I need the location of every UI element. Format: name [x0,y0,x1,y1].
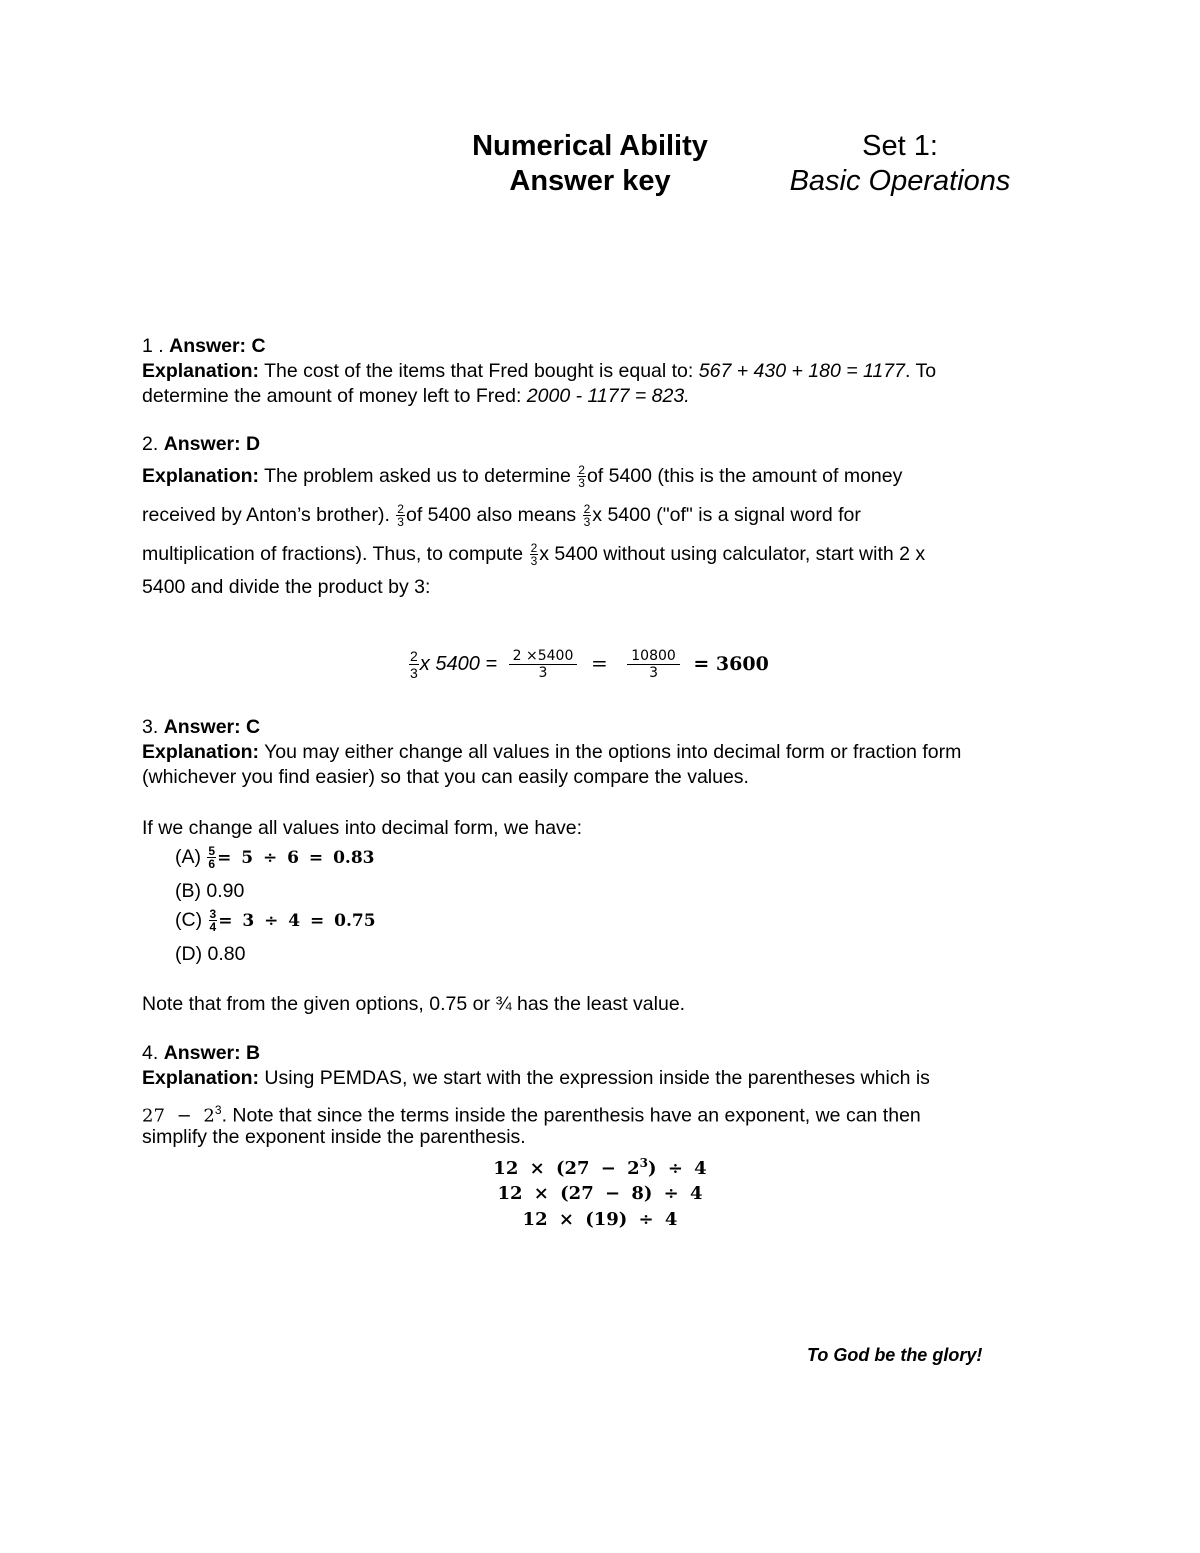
set-topic: Basic Operations [789,165,1011,197]
q2-explanation-line-4: 5400 and divide the product by 3: [142,576,431,598]
q2-number: 2. [142,433,164,455]
q2-explanation-line-3: multiplication of fractions). Thus, to compute $\frac{2}{3}$ x 5400 without using calculator, start with 2 x [142,541,926,569]
q3-option-d: (D) 0.80 [175,943,246,965]
q4-answer: Answer: B [163,1042,261,1064]
q3-answer: Answer: C [163,716,261,738]
q3-option-b: (B) 0.90 [175,880,245,902]
q1-equation-change: 2000 - 1177 = 823. [526,385,690,407]
q2-equation [408,648,769,681]
q1-equation-cost: 567 + 430 + 180 = 1177 [698,360,905,382]
fraction-two-thirds: $\frac{2}{3}$ [397,502,404,530]
q3-answer-line [142,715,961,740]
question-1 [142,334,936,409]
eq-fraction-product: $\frac{2 \times 5400}{3}$ [509,648,578,681]
fraction-two-thirds: $\frac{2}{3}$ [583,502,591,530]
eq-result: = 3600 [693,652,769,675]
fraction-two-thirds: $\frac{2}{3}$ [578,463,585,491]
question-3 [142,715,961,790]
q2-answer-line [142,432,260,457]
title-line-1: Numerical Ability [472,130,708,162]
eq-fraction-two-thirds: $\frac{2}{3}$ [410,648,418,681]
q4-inline-expression: 27 − 2 [142,1105,215,1127]
question-4 [142,1041,930,1091]
q4-explanation-line-2: $27 - 2^3$. Note that since the terms inside the parenthesis have an exponent, we can then [142,1103,921,1127]
q4-step-1: $12 \times (27 - 2^3) \div 4$ [493,1156,707,1179]
q3-intro: If we change all values into decimal form, we have: [142,817,583,839]
q4-explanation-label: Explanation: [142,1067,260,1089]
q2-explanation-label: Explanation: [142,465,260,487]
q1-answer-line [142,334,936,359]
set-label [760,130,1040,198]
eq-times-5400: x 5400 = [419,652,498,675]
fraction-five-sixths: $\frac{5}{6}$ [208,844,216,872]
fraction-two-thirds: $\frac{2}{3}$ [530,541,538,569]
title-line-2: Answer key [509,165,671,197]
q1-explanation-label: Explanation: [142,360,260,382]
eq-fraction-10800: $\frac{10800}{3}$ [627,648,680,681]
eq-equals: = [590,650,608,675]
q1-answer: Answer: C [169,335,266,357]
q4-step-3: 12 × (19) ÷ 4 [522,1209,678,1230]
q4-explanation-line-1: Explanation: Using PEMDAS, we start with the expression inside the parentheses which is [142,1067,930,1089]
q3-option-a: (A) $\frac{5}{6}$ = 5 ÷ 6 = 0.83 [175,844,375,872]
q2-explanation-line-2: received by Anton’s brother). $\frac{2}{3}$ of 5400 also means $\frac{2}{3}$ x 5400 ("of" is a signal word for [142,502,861,530]
closing-line: To God be the glory! [807,1345,983,1365]
q3-explanation-line-2: (whichever you find easier) so that you can easily compare the values. [142,766,749,788]
q3-option-c: (C) $\frac{3}{4}$ = 3 ÷ 4 = 0.75 [175,907,376,935]
question-2 [142,432,260,457]
q1-explanation-line-2: determine the amount of money left to Fred: 2000 - 1177 = 823. [142,385,690,407]
q4-inline-exponent: 3 [214,1103,222,1117]
q4-explanation-line-3: simplify the exponent inside the parenthesis. [142,1126,526,1148]
q2-explanation-line-1: Explanation: The problem asked us to determine $\frac{2}{3}$ of 5400 (this is the amount of money [142,463,903,491]
q3-number: 3. [142,716,164,738]
q1-explanation-line-1: Explanation: The cost of the items that Fred bought is equal to: 567 + 430 + 180 = 1177. To [142,360,937,382]
q1-number: 1 . [142,335,170,357]
q3-explanation-line-1: Explanation: You may either change all values in the options into decimal form or fraction form [142,741,962,763]
q4-number: 4. [142,1042,164,1064]
q4-step-2: 12 × (27 − 8) ÷ 4 [497,1183,703,1204]
document-title [440,130,740,198]
fraction-three-quarters: $\frac{3}{4}$ [209,907,217,935]
q3-explanation-label: Explanation: [142,741,260,763]
q3-note: Note that from the given options, 0.75 or ¾ has the least value. [142,993,686,1015]
q2-answer: Answer: D [163,433,261,455]
set-number: Set 1: [862,130,938,162]
q4-answer-line [142,1041,930,1066]
